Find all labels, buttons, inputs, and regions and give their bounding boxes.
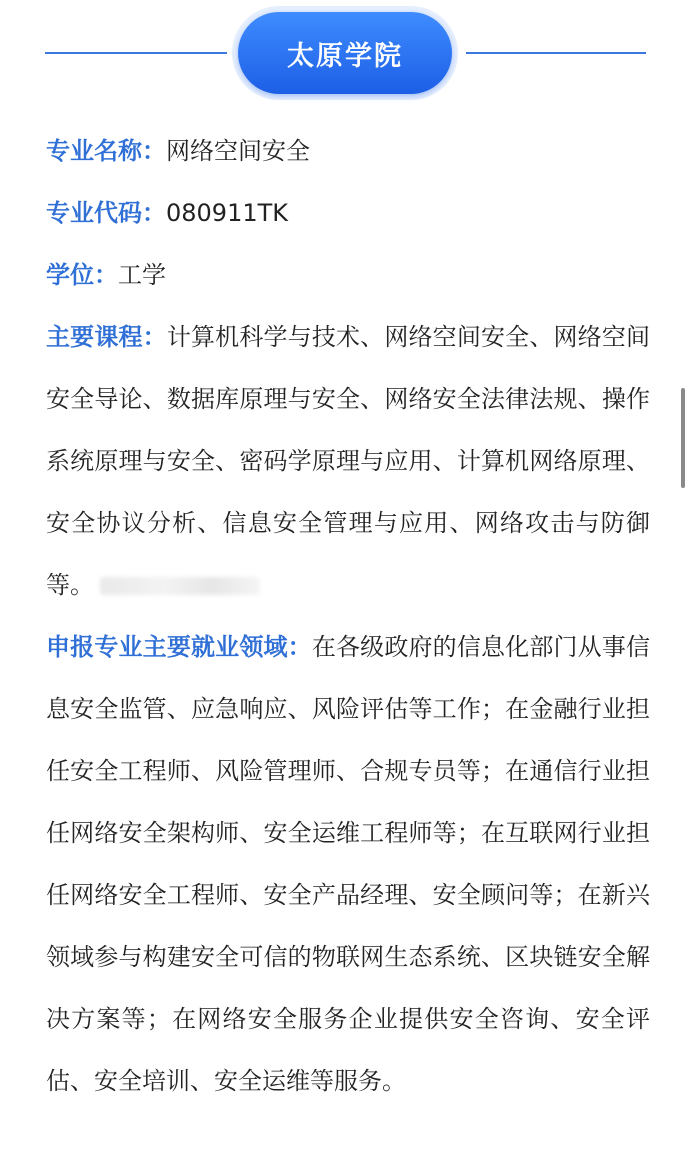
major-name-label: 专业名称：	[46, 137, 166, 165]
field-major-name	[46, 120, 650, 182]
title-badge-inner	[238, 12, 452, 94]
scrollbar[interactable]	[681, 388, 685, 488]
degree-label: 学位：	[46, 261, 118, 289]
major-name-value: 网络空间安全	[166, 137, 310, 165]
major-code-value: 080911TK	[166, 199, 289, 227]
courses-value: 计算机科学与技术、网络空间安全、网络空间安全导论、数据库原理与安全、网络安全法律法规、操作系统原理与安全、密码学原理与应用、计算机网络原理、安全协议分析、信息安全管理与应用、网络攻击与防御等。	[46, 323, 651, 599]
title-badge	[232, 6, 458, 100]
employment-label: 申报专业主要就业领域：	[46, 633, 312, 661]
page-title: 太原学院	[287, 40, 403, 72]
employment-value: 在各级政府的信息化部门从事信息安全监管、应急响应、风险评估等工作；在金融行业担任安全工程师、风险管理师、合规专员等；在通信行业担任网络安全架构师、安全运维工程师等；在互联网行业担任网络安全工程师、安全产品经理、安全顾问等；在新兴领域参与构建安全可信的物联网生态系统、区块链安全解决方案等；在网络安全服务企业提供安全咨询、安全评估、安全培训、安全运维等服务。	[46, 633, 651, 1095]
courses-label: 主要课程：	[46, 323, 167, 351]
major-info	[46, 120, 650, 1112]
blurred-watermark	[100, 577, 260, 595]
field-employment	[46, 616, 650, 1112]
degree-value: 工学	[118, 261, 166, 289]
header-divider-right	[466, 52, 646, 54]
header-divider-left	[45, 52, 227, 54]
section-header	[0, 0, 690, 110]
field-major-code	[46, 182, 650, 244]
field-degree	[46, 244, 650, 306]
major-code-label: 专业代码：	[46, 199, 166, 227]
field-courses	[46, 306, 650, 616]
